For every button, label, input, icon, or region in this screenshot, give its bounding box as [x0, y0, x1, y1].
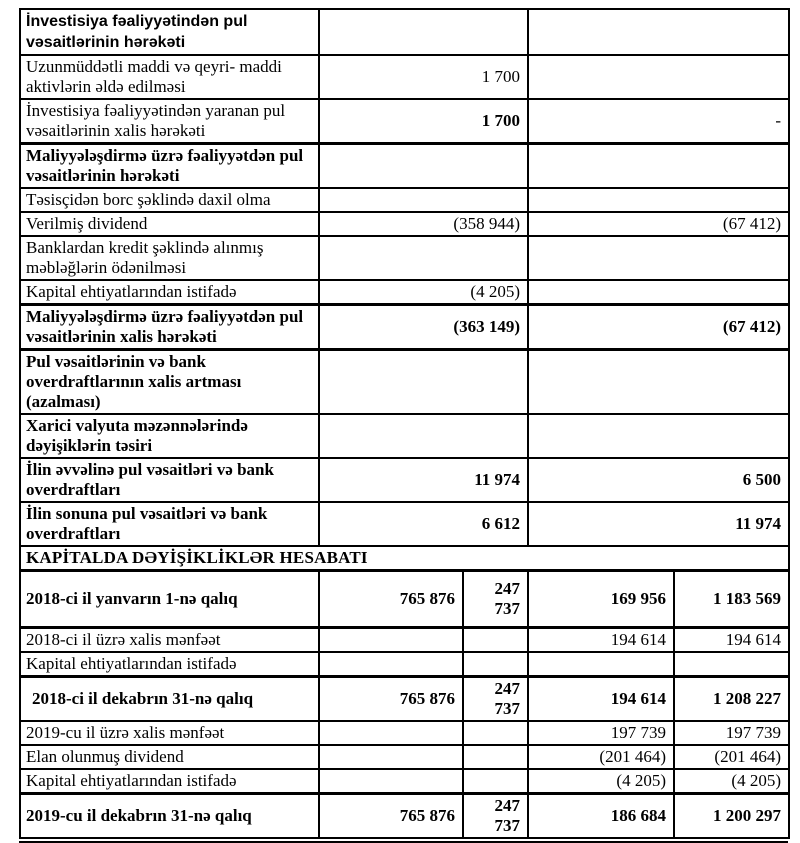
value-cell: 6 612 [319, 502, 528, 546]
section-header-row [20, 546, 789, 571]
table-row [20, 212, 789, 236]
value-cell: 1 200 297 [674, 794, 789, 839]
row-label: Kapital ehtiyatlarından istifadə [20, 769, 319, 794]
financial-statement-table-wrapper [19, 8, 788, 843]
row-label: Kapital ehtiyatlarından istifadə [20, 280, 319, 305]
row-label: Pul vəsaitlərinin və bank overdraftlarının xalis artması (azalması) [20, 350, 319, 415]
row-label: Elan olunmuş dividend [20, 745, 319, 769]
value-cell: 1 700 [319, 99, 528, 144]
value-cell: (358 944) [319, 212, 528, 236]
row-label: 2018-ci il dekabrın 31-nə qalıq [20, 677, 319, 722]
row-label: Banklardan kredit şəklində alınmış məbləğlərin ödənilməsi [20, 236, 319, 280]
value-cell [319, 628, 463, 653]
table-row [20, 628, 789, 653]
value-cell: 194 614 [674, 628, 789, 653]
value-cell [463, 652, 528, 677]
value-cell [528, 144, 789, 189]
table-row [20, 350, 789, 415]
table-row [20, 9, 789, 55]
value-cell [463, 769, 528, 794]
value-cell [463, 745, 528, 769]
value-cell: 247 737 [463, 794, 528, 839]
row-label: İnvestisiya fəaliyyətindən yaranan pul vəsaitlərinin xalis hərəkəti [20, 99, 319, 144]
value-cell: 194 614 [528, 628, 674, 653]
value-cell [319, 652, 463, 677]
table-row [20, 571, 789, 628]
row-label: Uzunmüddətli maddi və qeyri- maddi aktivlərin əldə edilməsi [20, 55, 319, 99]
value-cell [319, 144, 528, 189]
section-title: KAPİTALDA DƏYİŞİKLİKLƏR HESABATI [20, 546, 789, 571]
row-label: 2019-cu il üzrə xalis mənfəət [20, 721, 319, 745]
financial-statement-table [19, 8, 790, 839]
value-cell [463, 721, 528, 745]
value-cell: (201 464) [674, 745, 789, 769]
value-cell: (363 149) [319, 305, 528, 350]
value-cell: 247 737 [463, 571, 528, 628]
value-cell [528, 350, 789, 415]
value-cell [528, 188, 789, 212]
value-cell: 197 739 [528, 721, 674, 745]
table-row [20, 414, 789, 458]
row-label: Verilmiş dividend [20, 212, 319, 236]
table-row [20, 721, 789, 745]
value-cell: - [528, 99, 789, 144]
value-cell: (4 205) [319, 280, 528, 305]
row-label: İlin sonuna pul vəsaitləri və bank overdraftları [20, 502, 319, 546]
value-cell [528, 236, 789, 280]
table-row [20, 652, 789, 677]
value-cell [319, 414, 528, 458]
value-cell: 1 208 227 [674, 677, 789, 722]
value-cell [528, 414, 789, 458]
value-cell: 169 956 [528, 571, 674, 628]
value-cell: 765 876 [319, 677, 463, 722]
value-cell: 247 737 [463, 677, 528, 722]
value-cell: (67 412) [528, 305, 789, 350]
value-cell: 186 684 [528, 794, 674, 839]
row-label: 2018-ci il yanvarın 1-nə qalıq [20, 571, 319, 628]
table-row [20, 236, 789, 280]
value-cell: 6 500 [528, 458, 789, 502]
value-cell [528, 280, 789, 305]
row-label: Təsisçidən borc şəklində daxil olma [20, 188, 319, 212]
row-label: 2019-cu il dekabrın 31-nə qalıq [20, 794, 319, 839]
value-cell: (201 464) [528, 745, 674, 769]
value-cell [319, 769, 463, 794]
value-cell [528, 9, 789, 55]
value-cell [528, 652, 674, 677]
value-cell: 194 614 [528, 677, 674, 722]
table-row [20, 144, 789, 189]
value-cell [319, 9, 528, 55]
value-cell: 11 974 [528, 502, 789, 546]
value-cell [674, 652, 789, 677]
value-cell [319, 188, 528, 212]
value-cell: (67 412) [528, 212, 789, 236]
table-row [20, 677, 789, 722]
value-cell [319, 745, 463, 769]
table-row [20, 280, 789, 305]
row-label: 2018-ci il üzrə xalis mənfəət [20, 628, 319, 653]
table-row [20, 502, 789, 546]
row-label: Kapital ehtiyatlarından istifadə [20, 652, 319, 677]
row-label: İnvestisiya fəaliyyətindən pul vəsaitlərinin hərəkəti [20, 9, 319, 55]
table-row [20, 458, 789, 502]
value-cell: 197 739 [674, 721, 789, 745]
row-label: Maliyyələşdirmə üzrə fəaliyyətdən pul vəsaitlərinin hərəkəti [20, 144, 319, 189]
table-row [20, 55, 789, 99]
row-label: Maliyyələşdirmə üzrə fəaliyyətdən pul vəsaitlərinin xalis hərəkəti [20, 305, 319, 350]
row-label: İlin əvvəlinə pul vəsaitləri və bank overdraftları [20, 458, 319, 502]
value-cell: (4 205) [674, 769, 789, 794]
value-cell: 1 183 569 [674, 571, 789, 628]
table-row [20, 769, 789, 794]
value-cell: 765 876 [319, 794, 463, 839]
value-cell: 765 876 [319, 571, 463, 628]
value-cell: 1 700 [319, 55, 528, 99]
value-cell [319, 721, 463, 745]
value-cell [319, 236, 528, 280]
table-row [20, 794, 789, 839]
row-label: Xarici valyuta məzənnələrində dəyişiklərin təsiri [20, 414, 319, 458]
table-row [20, 188, 789, 212]
value-cell: (4 205) [528, 769, 674, 794]
financial-table-body [20, 9, 789, 838]
value-cell [528, 55, 789, 99]
value-cell: 11 974 [319, 458, 528, 502]
value-cell [463, 628, 528, 653]
table-row [20, 305, 789, 350]
table-row [20, 99, 789, 144]
table-row [20, 745, 789, 769]
value-cell [319, 350, 528, 415]
